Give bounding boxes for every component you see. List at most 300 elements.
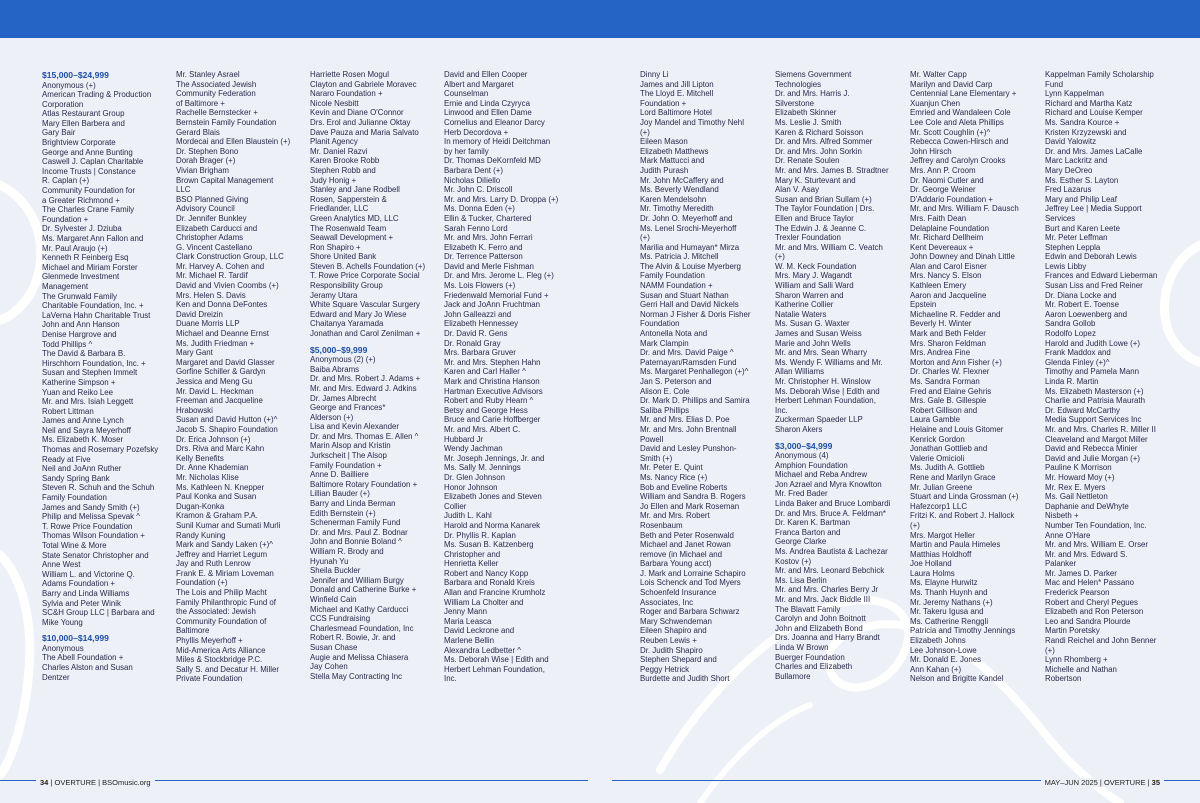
donor-entry: Marin Alsop and Kristin (310, 441, 391, 451)
donor-entry: Martin and Paula Himeles (910, 540, 1001, 550)
donor-entry: Susan and Brian Sullam (+) (775, 194, 872, 204)
donor-entry: Ms. Deborah Wise | Edith and (775, 386, 880, 396)
donor-entry: David and Lesley Punshon- (640, 444, 737, 454)
donor-entry: Ms. Sandra Kource + (1045, 117, 1120, 127)
donor-entry: Kenneth R Feinberg Esq (42, 253, 129, 263)
donor-entry: Elizabeth K. Ferro and (444, 242, 523, 252)
donor-entry: Linda R. Martin (1045, 377, 1099, 386)
donor-entry: Zuckerman Spaeder LLP (775, 415, 863, 425)
donor-entry: Anonymous (42, 643, 84, 653)
donor-entry: Ms. Gail Nettleton (1045, 492, 1108, 502)
donor-entry: Dr. Ronald Gray (444, 338, 501, 348)
footer-separator: | (50, 778, 53, 787)
donor-entry: Harold and Judith Lowe (+) (1045, 338, 1140, 348)
donor-entry: Mr. John C. Driscoll (444, 185, 513, 195)
donor-entry: Management (42, 281, 89, 291)
donor-entry: Mr. Richard Dellheim (910, 233, 984, 243)
donor-entry: Mr. Daniel Razvi (310, 146, 368, 156)
donor-entry: Susan and Stephen Immelt (42, 368, 138, 378)
footer-separator: | (1099, 778, 1102, 787)
donor-entry: Dr. Stephen Bono (176, 146, 239, 156)
donor-entry: David and Ellen Cooper (444, 70, 528, 79)
right-page-column-3 (910, 70, 1038, 684)
donor-entry: Total Wine & More (42, 541, 107, 550)
donor-entry: Albert and Margaret (444, 79, 514, 89)
donor-entry: Christopher Adams (176, 233, 244, 243)
donor-entry: Linwood and Ellen Dame (444, 108, 532, 118)
donor-entry: Beverly H. Winter (910, 319, 972, 329)
donor-entry: Charlesmead Foundation, Inc (310, 623, 414, 633)
donor-entry: Mr. Scott Coughlin (+)^ (910, 127, 991, 137)
donor-entry: Allan Williams (775, 367, 825, 377)
donor-entry: Lillian Bauder (+) (310, 489, 370, 499)
donor-entry: Margaret and David Glasser (176, 357, 275, 367)
donor-entry: In memory of Heidi Deitchman (444, 137, 551, 147)
donor-entry: Mary Schwendeman (640, 616, 712, 626)
donor-entry: Dr. and Mrs. James LaCalle (1045, 146, 1143, 156)
donor-entry: James and Sandy Smith (+) (42, 502, 140, 512)
donor-entry: Frances and Edward Lieberman (1045, 271, 1158, 281)
donor-entry: Services (1045, 213, 1076, 223)
donor-entry: Robert and Ruby Hearn ^ (444, 396, 534, 406)
donor-entry: Atlas Restaurant Group (42, 109, 125, 119)
donor-entry: Foundation + (42, 214, 89, 224)
donor-entry: Schenerman Family Fund (310, 518, 401, 528)
donor-entry: Marilia and Humayan* Mirza (640, 242, 740, 252)
donor-entry: Morton and Ann Fisher (+) (910, 357, 1002, 367)
donor-entry: The Associated Jewish (176, 79, 257, 89)
donor-entry: Lynn Rhomberg + (1045, 655, 1108, 665)
donor-entry: Technologies (775, 79, 822, 89)
donor-entry: Barry and Linda Berman (310, 499, 396, 509)
donor-entry: Neil and Sayra Meyerhoff (42, 425, 131, 435)
giving-level-heading: $3,000–$4,999 (775, 440, 833, 451)
donor-entry: Elizabeth Carducci and (176, 223, 258, 233)
donor-entry: Hrabowski (176, 405, 213, 415)
donor-entry: Baltimore Rotary Foundation + (310, 479, 418, 489)
donor-entry: Foundation (+) (176, 578, 228, 588)
donor-entry: Community Foundation of (176, 616, 267, 626)
donor-entry: George and Anne Bunting (42, 147, 133, 157)
donor-entry: Mr. Michael R. Tardif (176, 271, 248, 281)
donor-entry: William R. Brody and (310, 547, 384, 556)
donor-entry: Mr. Peter E. Quint (640, 463, 703, 473)
donor-entry: Mr. Jeremy Nathans (+) (910, 597, 993, 607)
donor-entry: Carolyn and John Boitnott (775, 614, 866, 624)
donor-entry: (+) (640, 127, 650, 137)
donor-entry: (+) (910, 520, 920, 530)
donor-entry: Dr. and Mrs. Bruce A. Feldman* (775, 508, 886, 518)
donor-entry: Mark Mattucci and (640, 156, 705, 166)
donor-entry: Fund (1045, 79, 1063, 89)
donor-entry: Donald and Catherine Burke + (310, 585, 417, 595)
donor-entry: Mr. John McCaffery and (640, 175, 724, 185)
donor-entry: Mrs. Gale B. Gillespie (910, 396, 987, 406)
donor-entry: Freeman and Jacqueline (176, 396, 263, 406)
donor-entry: The Lloyd E. Mitchell (640, 89, 714, 99)
donor-entry: Jonathan Gottlieb and (910, 444, 988, 454)
donor-entry: Neil and JoAnn Ruther (42, 464, 122, 474)
donor-entry: Mr. and Mrs. James B. Stradtner (775, 165, 889, 175)
donor-entry: Baiba Abrams (310, 364, 360, 374)
donor-entry: Peggy Hetrick (640, 664, 690, 674)
donor-entry: Associates, Inc (640, 597, 694, 607)
donor-entry: Yuan and Reiko Lee (42, 387, 114, 397)
donor-entry: Mark Clampin (640, 338, 689, 348)
donor-entry: David and Vivien Coombs (+) (176, 281, 279, 291)
donor-entry: Saliba Phillips (640, 405, 690, 415)
donor-entry: Private Foundation (176, 674, 243, 684)
donor-entry: Charitable Foundation, Inc. + (42, 301, 144, 311)
donor-entry: Family Philanthropic Fund of (176, 597, 276, 607)
donor-entry: Richard and Louise Kemper (1045, 108, 1143, 118)
donor-entry: Ms. Sally M. Jennings (444, 463, 521, 473)
donor-entry: Dr. Thomas DeKornfeld MD (444, 156, 541, 166)
donor-entry: Foundation (640, 319, 680, 329)
donor-entry: Counselman (444, 89, 489, 99)
donor-entry: Kevin and Diane O'Connor (310, 108, 404, 118)
donor-entry: John Downey and Dinah Little (910, 252, 1015, 262)
donor-entry: Jennifer and William Burgy (310, 575, 404, 585)
donor-entry: Mr. and Mrs. Charles Berry Jr (775, 585, 879, 595)
donor-entry: Michael and Deanne Ernst (176, 329, 269, 339)
donor-entry: Dr. and Mrs. David Paige ^ (640, 348, 734, 358)
donor-entry: Gerard Blais (176, 127, 220, 137)
donor-entry: Nicole Nesbitt (310, 98, 359, 108)
donor-entry: The Edwin J. & Jeanne C. (775, 223, 867, 233)
donor-entry: Ms. Judith Friedman + (176, 338, 255, 348)
donor-entry: Mr. and Mrs. Edward S. (1045, 549, 1128, 559)
donor-entry: Stephen Leppla (1045, 242, 1101, 252)
donor-entry: Kelly Benefits (176, 453, 224, 463)
donor-entry: Mr. Harvey A. Cohen and (176, 261, 265, 271)
donor-entry: Karen Brooke Robb (310, 156, 380, 166)
footer-separator: | (98, 778, 101, 787)
donor-entry: Mac and Helen* Passano (1045, 578, 1135, 588)
donor-entry: Alderson (+) (310, 412, 354, 422)
donor-entry: Fred and Elaine Gehris (910, 386, 992, 396)
donor-entry: Ms. Thanh Huynh and (910, 588, 988, 598)
donor-entry: Sylvia and Peter Winik (42, 598, 121, 608)
donor-entry: Christopher and (444, 549, 501, 559)
donor-entry: James and Susan Weiss (775, 329, 862, 339)
donor-entry: Dr. Mark D. Phillips and Samira (640, 396, 750, 406)
donor-entry: LaVerna Hahn Charitable Trust (42, 310, 151, 320)
donor-entry: Friedlander, LLC (310, 204, 369, 214)
donor-entry: Lisa and Kevin Alexander (310, 422, 400, 432)
giving-level-heading: $5,000–$9,999 (310, 344, 368, 355)
donor-entry: Natalie Waters (775, 309, 827, 319)
donor-entry: Jay and Ruth Lenrow (176, 559, 251, 569)
donor-entry: Harold and Norma Kanarek (444, 520, 541, 530)
donor-entry: Mr. Timothy Meredith (640, 204, 714, 214)
donor-entry: Katherine Simpson + (42, 377, 116, 387)
donor-entry: Ms. Elizabeth K. Moser (42, 435, 124, 445)
donor-entry: Katherine Collier (775, 300, 834, 310)
donor-entry: Adams Foundation + (42, 579, 116, 589)
donor-entry: Miles & Stockbridge P.C. (176, 655, 263, 665)
donor-entry: Ms. Lois Flowers (+) (444, 281, 516, 291)
donor-entry: Robertson (1045, 674, 1082, 684)
donor-entry: Seawall Development + (310, 233, 394, 243)
donor-entry: Ms. Susan G. Waxter (775, 319, 850, 329)
donor-entry: Ms. Sandra Forman (910, 377, 980, 386)
donor-entry: Mr. and Mrs. Larry D. Droppa (+) (444, 194, 559, 204)
donor-entry: Martin Poretsky (1045, 626, 1100, 636)
donor-entry: Mr. Julian Greene (910, 482, 973, 492)
donor-entry: Mrs. Sharon Feldman (910, 338, 986, 348)
donor-entry: Dr. James Albrecht (310, 393, 377, 403)
donor-entry: Stephen Robb and (310, 165, 376, 175)
donor-entry: Trexler Foundation (775, 233, 841, 243)
donor-entry: J. Mark and Lorraine Schapiro (640, 568, 746, 578)
donor-entry: Phyllis Meyerhoff + (176, 636, 243, 646)
donor-entry: Leo and Sandra Plourde (1045, 616, 1131, 626)
donor-entry: Franca Barton and (775, 527, 841, 537)
donor-entry: Ken and Donna DeFontes (176, 300, 268, 310)
donor-entry: Thomas and Rosemary Pozefsky (42, 445, 159, 455)
donor-entry: Eileen Mason (640, 137, 688, 147)
donor-entry: Charles Alston and Susan (42, 663, 133, 673)
donor-entry: Thomas Wilson Foundation + (42, 531, 145, 541)
donor-entry: Nicholas DiIiello (444, 175, 501, 185)
donor-entry: Lee Cole and Aleta Phillips (910, 117, 1004, 127)
donor-entry: Daphanie and DeWhyte (1045, 501, 1129, 511)
donor-entry: Ms. Leslie J. Smith (775, 117, 842, 127)
donor-entry: Mr. Fred Bader (775, 489, 828, 499)
donor-entry: Eileen Shapiro and (640, 626, 707, 636)
donor-entry: Marc Lackritz and (1045, 156, 1108, 166)
donor-entry: Mrs. Barbara Gruver (444, 348, 516, 358)
donor-entry: Jeffrey and Harriet Legum (176, 549, 268, 559)
donor-entry: remove (in Michael and (640, 549, 723, 559)
donor-entry: Dr. and Mrs. Robert J. Adams + (310, 374, 421, 384)
donor-entry: Dugan-Konka (176, 501, 225, 511)
donor-entry: a Greater Richmond + (42, 195, 120, 205)
donor-entry: Randi Reichel and John Benner (1045, 636, 1157, 646)
donor-entry: Elizabeth Jones and Steven (444, 492, 542, 502)
donor-entry: Linda W Brown (775, 642, 829, 652)
donor-entry: White Square Vascular Surgery (310, 300, 420, 310)
donor-entry: Mr. and Mrs. Elias D. Poe (640, 415, 730, 425)
donor-entry: State Senator Christopher and (42, 550, 149, 560)
donor-entry: Alan V. Asay (775, 185, 820, 195)
left-page-column-2 (176, 70, 304, 684)
donor-entry: Community Federation (176, 89, 256, 99)
donor-entry: Kristen Krzyzewski and (1045, 127, 1127, 137)
donor-entry: Mid-America Arts Alliance (176, 645, 266, 655)
donor-entry: Alexandra Ledbetter ^ (444, 645, 521, 655)
donor-entry: James and Anne Lynch (42, 416, 124, 426)
donor-entry: Community Foundation for (42, 186, 135, 196)
donor-entry: Barbara and Ronald Kreis (444, 578, 535, 588)
donor-entry: Antonella Nota and (640, 329, 708, 339)
donor-entry: Richard and Martha Katz (1045, 98, 1133, 108)
website-link[interactable]: BSOmusic.org (102, 778, 151, 787)
donor-entry: Ms. Deborah Wise | Edith and (444, 655, 549, 665)
donor-entry: Smith (+) (640, 453, 673, 463)
donor-entry: Ms. Lisa Berlin (775, 575, 827, 585)
donor-entry: Ms. Patricia J. Mitchell (640, 252, 719, 262)
donor-entry: Dr. and Mrs. Harris J. (775, 89, 850, 99)
donor-entry: Nisbeth + (1045, 511, 1079, 521)
donor-entry: Kathleen Emery (910, 281, 967, 291)
donor-entry: Corporation (42, 99, 84, 109)
donor-entry: Emried and Wandaleen Cole (910, 108, 1011, 118)
donor-entry: Jurkscheit | The Alsop (310, 451, 387, 461)
donor-entry: Barry and Linda Williams (42, 588, 130, 598)
donor-entry: Mary DeOreo (1045, 165, 1093, 175)
donor-entry: Maria Leasca (444, 616, 492, 626)
donor-entry: BSO Planned Giving (176, 194, 249, 204)
donor-entry: Mark and Christina Hanson (444, 377, 540, 386)
donor-entry: Mrs. Margot Heller (910, 530, 975, 540)
donor-entry: Stanley and Jane Rodbell (310, 185, 400, 195)
donor-entry: Income Trusts | Constance (42, 166, 136, 176)
donor-entry: Dinny Li (640, 70, 669, 79)
donor-entry: Mr. and Mrs. John Brentnall (640, 424, 737, 434)
donor-entry: Stella May Contracting Inc (310, 671, 403, 681)
donor-entry: Ms. Donna Eden (+) (444, 204, 515, 214)
donor-entry: The Lois and Philip Macht (176, 588, 267, 598)
donor-entry: Mordecai and Ellen Blaustein (+) (176, 137, 291, 147)
donor-entry: Rodolfo Lopez (1045, 329, 1096, 339)
donor-entry: Mary Ellen Barbera and (42, 118, 125, 128)
donor-entry: Mrs. Andrea Fine (910, 348, 971, 358)
donor-entry: Planit Agency (310, 137, 358, 147)
donor-entry: Dr. David R. Gens (444, 329, 508, 339)
donor-entry: Clayton and Gabriele Moravec (310, 79, 417, 89)
donor-entry: The Alvin & Louise Myerberg (640, 261, 741, 271)
donor-entry: Jo Ellen and Mark Roseman (640, 501, 740, 511)
donor-entry: Anne West (42, 560, 81, 570)
donor-entry: Hartman Executive Advisors (444, 386, 543, 396)
donor-entry: Jeffrey Lee | Media Support (1045, 204, 1142, 214)
donor-entry: Joy Mandel and Timothy Nehl (640, 117, 744, 127)
donor-entry: Family Foundation + (310, 460, 382, 470)
donor-entry: Mr. and Mrs. Stephen Hahn (444, 357, 541, 367)
donor-entry: Joe Holland (910, 559, 952, 569)
giving-level-heading: $15,000–$24,999 (42, 70, 109, 80)
donor-entry: Barbara Young acct) (640, 559, 712, 569)
donor-entry: Harriette Rosen Mogul (310, 70, 389, 79)
donor-entry: Responsibility Group (310, 281, 383, 291)
donor-entry: Michael and Kathy Carducci (310, 604, 409, 614)
donor-entry: Family Foundation (42, 493, 107, 503)
donor-entry: Paternayan/Ramsden Fund (640, 357, 737, 367)
donor-entry: Michaeline R. Fedder and (910, 309, 1001, 319)
donor-entry: Glenda Finley (+)^ (1045, 357, 1110, 367)
donor-entry: Advisory Council (176, 204, 235, 214)
donor-entry: Rosenbaum (640, 520, 683, 530)
donor-entry: CCS Fundraising (310, 614, 371, 624)
donor-entry: Dr. Phyllis R. Kaplan (444, 530, 516, 540)
donor-entry: Mr. and Mrs. Edward J. Adkins (310, 383, 417, 393)
donor-entry: Dr. Jennifer Bunkley (176, 213, 247, 223)
donor-entry: Reuben Lewis + (640, 636, 697, 646)
donor-entry: Susan Chase (310, 642, 358, 652)
donor-entry: Drs. Riva and Marc Kahn (176, 444, 265, 454)
donor-entry: Stephen Shepard and (640, 655, 717, 665)
donor-entry: Dr. and Mrs. Paul Z. Bodnar (310, 527, 408, 537)
donor-entry: Hyunah Yu (310, 556, 349, 566)
right-page-column-2 (775, 70, 903, 681)
donor-entry: Steven R. Schuh and the Schuh (42, 483, 155, 493)
donor-entry: William and Sandra B. Rogers (640, 492, 746, 502)
donor-entry: Xuanjun Chen (910, 98, 961, 108)
donor-entry: Susan and Stuart Nathan (640, 290, 729, 300)
donor-entry: Powell (640, 434, 664, 444)
donor-entry: Lee Johnson-Lowe (910, 645, 977, 655)
donor-entry: Herbert Lehman Foundation, (444, 664, 545, 674)
donor-entry: Kostov (+) (775, 556, 812, 566)
left-page-column-4 (444, 70, 572, 684)
donor-entry: Karen and Carl Haller ^ (444, 367, 526, 377)
donor-entry: Anne D. Bailliere (310, 470, 369, 480)
donor-entry: Dorah Brager (+) (176, 156, 236, 166)
donor-entry: G. Vincent Castellano (176, 242, 253, 252)
donor-entry: Clark Construction Group, LLC (176, 252, 284, 262)
donor-entry: Mr. and Mrs. Leonard Bebchick (775, 566, 885, 576)
donor-entry: John and Elizabeth Bond (775, 623, 863, 633)
donor-entry: Mrs. Faith Dean (910, 213, 967, 223)
donor-entry: Mr. Joseph Jennings, Jr. and (444, 453, 545, 463)
donor-entry: Marlene Bellin (444, 636, 494, 646)
donor-entry: Mark and Sandy Laken (+)^ (176, 540, 273, 550)
donor-entry: Ms. Lenel Srochi-Meyerhoff (640, 223, 737, 233)
donor-entry: David and Rebecca Minier (1045, 444, 1138, 454)
donor-entry: Mary Gant (176, 348, 213, 358)
donor-entry: Centennial Lane Elementary + (910, 89, 1017, 99)
donor-entry: Beth and Peter Rosenwald (640, 530, 734, 540)
donor-entry: Cornelius and Eleanor Darcy (444, 117, 545, 127)
donor-entry: Fred Lazarus (1045, 185, 1092, 195)
donor-entry: Dr. Renate Soulen (775, 156, 840, 166)
top-banner (0, 0, 1200, 38)
donor-entry: Dr. George Weiner (910, 185, 976, 195)
donor-entry: Baltimore (176, 626, 210, 636)
right-page-column-4 (1045, 70, 1173, 684)
donor-entry: Dr. Charles W. Flexner (910, 367, 990, 377)
right-page-column-1 (640, 70, 768, 684)
donor-entry: Susan Liss and Fred Reiner (1045, 281, 1143, 291)
donor-entry: John Hirsch (910, 146, 952, 156)
donor-entry: Elizabeth Johns (910, 636, 966, 646)
donor-entry: Duane Morris LLP (176, 319, 240, 329)
donor-entry: Charles and Elizabeth (775, 662, 853, 672)
donor-entry: Dr. Judith Shapiro (640, 645, 703, 655)
donor-entry: Palanker (1045, 559, 1077, 569)
donor-entry: Ellin & Tucker, Chartered (444, 213, 532, 223)
donor-entry: Timothy and Pamela Mann (1045, 367, 1140, 377)
donor-entry: John and Ann Hanson (42, 320, 120, 330)
donor-entry: Mr. Robert E. Toense (1045, 300, 1119, 310)
donor-entry: Kappelman Family Scholarship (1045, 70, 1154, 79)
donor-entry: Sandra Gollob (1045, 319, 1096, 329)
donor-entry: D'Addario Foundation + (910, 194, 993, 204)
donor-entry: Mr. David L. Heckman (176, 386, 254, 396)
donor-entry: David and Julie Morgan (+) (1045, 453, 1140, 463)
donor-entry: Sharon Akers (775, 424, 823, 434)
donor-entry: (+) (775, 252, 785, 262)
donor-entry: William and Salli Ward (775, 281, 854, 291)
donor-entry: Anonymous (2) (+) (310, 355, 376, 365)
donor-entry: Drs. Joanna and Harry Brandt (775, 633, 880, 643)
issue-date: MAY–JUN 2025 (1044, 778, 1098, 787)
donor-entry: Mark and Beth Felder (910, 329, 986, 339)
donor-entry: Number Ten Foundation, Inc. (1045, 520, 1147, 530)
donor-entry: Dr. Erica Johnson (+) (176, 434, 251, 444)
